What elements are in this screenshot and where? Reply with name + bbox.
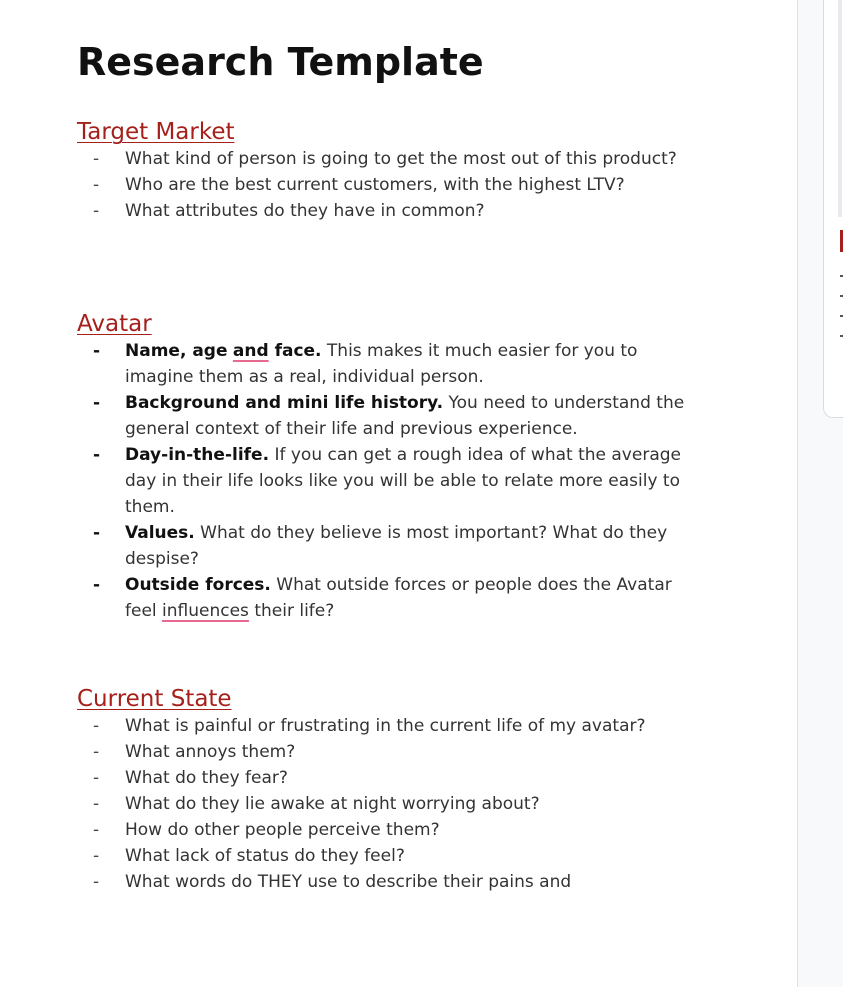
list-item-lead: Background and mini life history. — [125, 393, 444, 413]
list-item-text: What do they fear? — [125, 768, 288, 788]
bullet-dash: - — [93, 341, 101, 361]
list-item — [77, 739, 697, 765]
bullet-dash: - — [93, 393, 101, 413]
list-item — [77, 791, 697, 817]
side-panel — [797, 0, 843, 987]
page-title: Research Template — [77, 40, 484, 84]
list-item-text: This makes it much easier for you to imagine them as a real, individual person. — [125, 341, 638, 387]
section-heading-target-market: Target Market — [77, 119, 235, 145]
section-heading-avatar: Avatar — [77, 311, 152, 337]
list-item — [77, 765, 697, 791]
bullet-dash: - — [93, 445, 101, 465]
bullet-dash: - — [93, 846, 100, 866]
list-item — [77, 869, 697, 895]
list-item — [77, 338, 697, 390]
list-item-text: What words do THEY use to describe their pains and — [125, 872, 572, 892]
bullet-dash: - — [93, 175, 100, 195]
bullet-dash: - — [93, 742, 100, 762]
bullet-dash: - — [93, 575, 101, 595]
target-market-list — [77, 146, 697, 224]
list-item — [77, 843, 697, 869]
list-item-lead: Outside forces. — [125, 575, 271, 595]
list-item-text: What annoys them? — [125, 742, 296, 762]
list-item-text: If you can get a rough idea of what the average day in their life looks like you will be able to relate more easily to them. — [125, 445, 681, 517]
list-item-text: What is painful or frustrating in the current life of my avatar? — [125, 716, 646, 736]
list-item — [77, 817, 697, 843]
bullet-dash: - — [93, 523, 101, 543]
list-item-text: How do other people perceive them? — [125, 820, 440, 840]
list-item-text: What outside forces or people does the Avatar feel — [125, 575, 672, 621]
bullet-dash: - — [93, 149, 100, 169]
list-item — [77, 390, 697, 442]
list-item — [77, 713, 697, 739]
list-item-lead: Name, age — [125, 341, 228, 361]
spellcheck-flag[interactable]: and — [232, 341, 269, 361]
section-heading-current-state: Current State — [77, 686, 232, 712]
avatar-list — [77, 338, 697, 624]
list-item-lead: Day-in-the-life. — [125, 445, 270, 465]
list-item-lead: Values. — [125, 523, 195, 543]
list-item — [77, 442, 697, 520]
list-item-text: Who are the best current customers, with the highest LTV? — [125, 175, 625, 195]
spellcheck-flag[interactable]: influences — [162, 601, 249, 621]
list-item — [77, 172, 697, 198]
list-item-text: What lack of status do they feel? — [125, 846, 405, 866]
bullet-dash: - — [93, 716, 100, 736]
side-card-divider — [838, 0, 842, 217]
list-item-lead-end: face. — [268, 341, 322, 361]
bullet-dash: - — [93, 768, 100, 788]
current-state-list — [77, 713, 697, 895]
side-card[interactable] — [823, 0, 843, 418]
list-item — [77, 520, 697, 572]
list-item — [77, 146, 697, 172]
bullet-dash: - — [93, 820, 100, 840]
bullet-dash: - — [93, 201, 100, 221]
list-item-text: What do they believe is most important? What do they despise? — [125, 523, 668, 569]
list-item — [77, 572, 697, 624]
list-item-text: What attributes do they have in common? — [125, 201, 485, 221]
list-item-text-end: their life? — [248, 601, 335, 621]
list-item-text: What kind of person is going to get the most out of this product? — [125, 149, 677, 169]
bullet-dash: - — [93, 794, 100, 814]
list-item — [77, 198, 697, 224]
list-item-text: You need to understand the general context of their life and previous experience. — [125, 393, 685, 439]
bullet-dash: - — [93, 872, 100, 892]
list-item-text: What do they lie awake at night worrying about? — [125, 794, 540, 814]
